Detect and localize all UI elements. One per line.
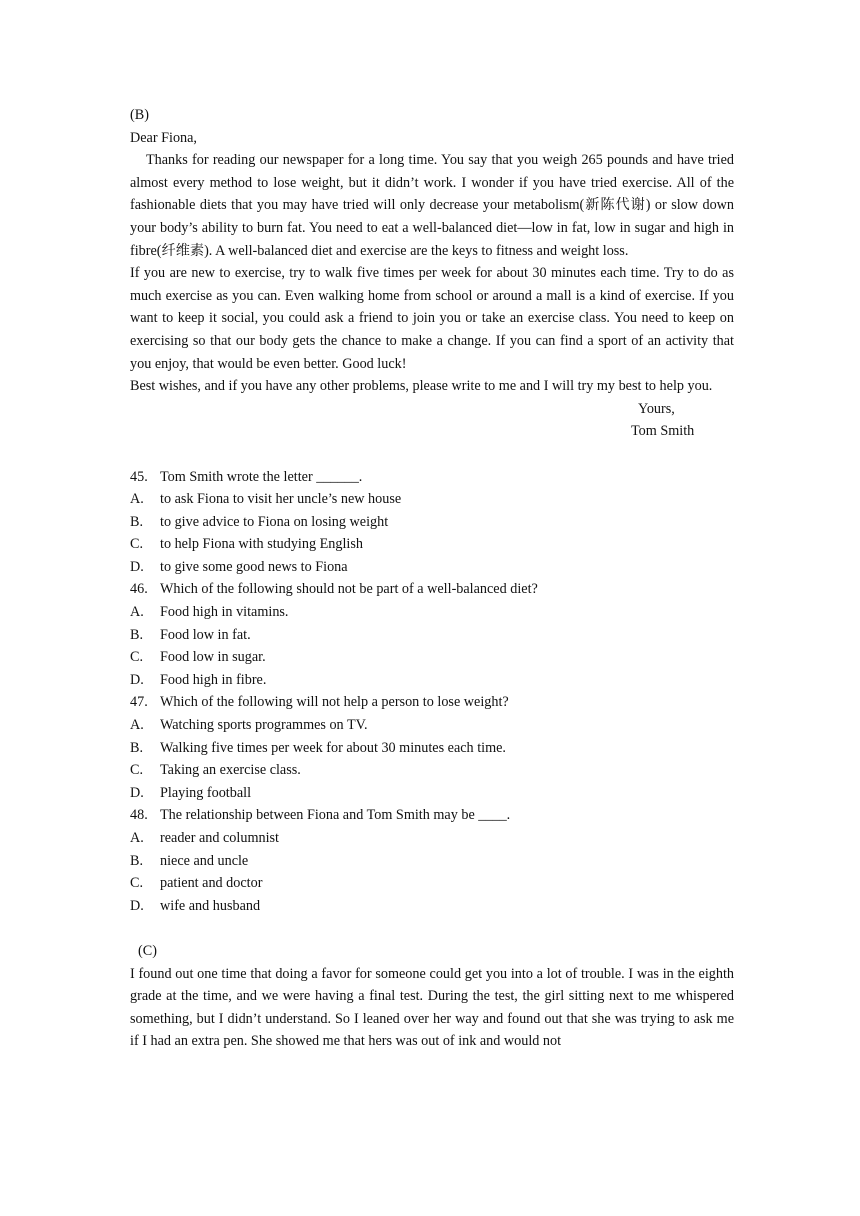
letter-signature: Tom Smith: [631, 423, 695, 440]
spacer: [130, 917, 734, 940]
option-b: B. Walking five times per week for about 30 minutes each time.: [130, 739, 506, 756]
option-b: B. to give advice to Fiona on losing weight: [130, 513, 389, 530]
section-c-label: (C): [138, 942, 157, 959]
question-45: [130, 466, 734, 579]
option-c: C. Taking an exercise class.: [130, 762, 301, 779]
option-d: D. Playing football: [130, 784, 252, 801]
option-d: D. Food high in fibre.: [130, 671, 267, 688]
option-b: B. Food low in fat.: [130, 626, 251, 643]
option-c: C. Food low in sugar.: [130, 649, 266, 666]
option-a: A. Food high in vitamins.: [130, 604, 289, 621]
spacer: [130, 443, 734, 466]
letter-paragraph-1: Thanks for reading our newspaper for a long time. You say that you weigh 265 pounds and have tried almost every method to lose weight, but it didn’t work. I wonder if you have tried exercise. All of the fashionable diets that you may have tried will only decrease your metabolism(新陈代谢) or slow down your body’s ability to burn fat. You need to eat a well-balanced diet—low in fat, low in sugar and high in fibre(纤维素). A well-balanced diet and exercise are the keys to fitness and weight loss.: [130, 152, 734, 259]
option-a: A. reader and columnist: [130, 830, 279, 846]
option-a: A. to ask Fiona to visit her uncle’s new house: [130, 491, 402, 508]
option-c: C. patient and doctor: [130, 875, 263, 892]
question-47: [130, 691, 734, 804]
letter-paragraph-2: If you are new to exercise, try to walk five times per week for about 30 minutes each time. Try to do as much exercise as you can. Even walking home from school or around a mall is a kind of exercise. If you want to keep it social, you could ask a friend to join you or take an exercise class. You need to keep on exercising so that our body gets the chance to make a change. If you can find a sport of an activity that you enjoy, that would be even better. Good luck!: [130, 265, 734, 372]
letter-paragraph-3: Best wishes, and if you have any other problems, please write to me and I will try my best to help you.: [130, 378, 713, 395]
question-stem: 47. Which of the following will not help a person to lose weight?: [130, 694, 509, 711]
passage-c-paragraph-1: I found out one time that doing a favor for someone could get you into a lot of trouble. I was in the eighth grade at the time, and we were having a final test. During the test, the girl sitting next to me whispered something, but I didn’t understand. So I leaned over her way and found out that she was trying to ask me if I had an extra pen. She showed me that hers was out of ink and would not: [130, 965, 734, 1050]
section-b-label: (B): [130, 107, 149, 123]
option-b: B. niece and uncle: [130, 852, 249, 869]
option-a: A. Watching sports programmes on TV.: [130, 717, 368, 734]
question-stem: 48. The relationship between Fiona and Tom Smith may be ____.: [130, 807, 511, 824]
document-page: [130, 104, 734, 1053]
letter-salutation: Dear Fiona,: [130, 129, 197, 146]
question-stem: 46. Which of the following should not be part of a well-balanced diet?: [130, 581, 538, 598]
letter-closing: Yours,: [638, 400, 675, 417]
question-46: [130, 578, 734, 691]
question-stem: 45. Tom Smith wrote the letter ______.: [130, 468, 363, 485]
question-48: [130, 804, 734, 917]
option-c: C. to help Fiona with studying English: [130, 536, 363, 553]
option-d: D. to give some good news to Fiona: [130, 558, 348, 575]
option-d: D. wife and husband: [130, 897, 261, 914]
